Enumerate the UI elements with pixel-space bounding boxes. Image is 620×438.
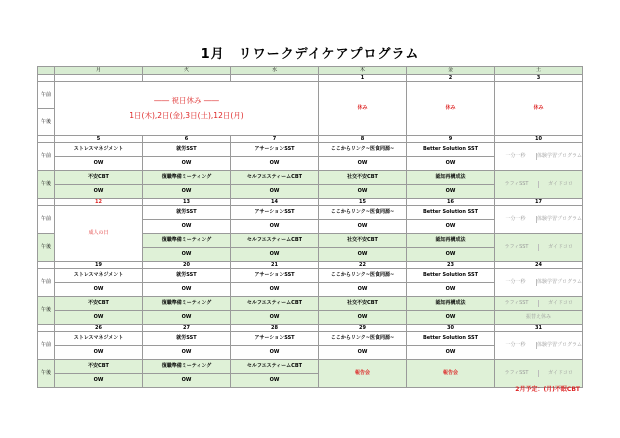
program-cell: Better Solution SST — [407, 332, 495, 346]
date-cell: 19 — [55, 262, 143, 269]
slot-label-am: 午前 — [38, 332, 55, 360]
slot-label-pm: 午後 — [38, 171, 55, 199]
saturday-am-cell — [495, 143, 583, 171]
ow-cell: OW — [407, 346, 495, 360]
program-cell: 不安CBT — [55, 360, 143, 374]
date-cell: 2 — [407, 75, 495, 82]
program-cell: セルフエスティームCBT — [231, 360, 319, 374]
ow-cell: OW — [143, 374, 231, 388]
date-cell: 21 — [231, 262, 319, 269]
sat-pm-left: ラフィSST — [504, 244, 529, 250]
ow-cell: OW — [319, 220, 407, 234]
date-blank — [38, 136, 55, 143]
sat-am-right: 体験学習プログラム — [537, 279, 582, 285]
weekday-header-row — [38, 67, 583, 75]
date-cell: 6 — [143, 136, 231, 143]
date-cell: 15 — [319, 199, 407, 206]
date-row — [38, 136, 583, 143]
ow-cell: OW — [143, 311, 231, 325]
ow-cell: OW — [319, 248, 407, 262]
date-cell: 30 — [407, 325, 495, 332]
ow-cell: OW — [55, 374, 143, 388]
slot-label-pm: 午後 — [38, 109, 55, 136]
ow-cell: OW — [143, 248, 231, 262]
program-cell: 社交不安CBT — [319, 234, 407, 248]
weekday-mon: 月 — [55, 67, 143, 75]
program-cell: アサーションSST — [231, 206, 319, 220]
program-cell: 就労SST — [143, 206, 231, 220]
program-cell: ストレスマネジメント — [55, 143, 143, 157]
program-cell: 就労SST — [143, 332, 231, 346]
sat-extra-note: 振替え休み — [495, 311, 583, 325]
date-cell: 26 — [55, 325, 143, 332]
holiday-header: ―― 祝日休み ―― — [154, 96, 219, 106]
ow-cell: OW — [143, 346, 231, 360]
sat-pm-right: ガイドコロ — [538, 370, 582, 377]
ow-cell: OW — [143, 157, 231, 171]
date-row — [38, 75, 583, 82]
ow-cell: OW — [319, 283, 407, 297]
program-cell: セルフエスティームCBT — [231, 171, 319, 185]
date-cell: 13 — [143, 199, 231, 206]
date-cell: 1 — [319, 75, 407, 82]
program-cell: 復職準備ミーティング — [143, 234, 231, 248]
date-cell: 23 — [407, 262, 495, 269]
ow-cell: OW — [143, 220, 231, 234]
slot-label-pm: 午後 — [38, 360, 55, 388]
ow-cell: OW — [231, 346, 319, 360]
sat-pm-right: ガイドコロ — [538, 181, 582, 188]
date-blank — [38, 199, 55, 206]
ow-cell: OW — [319, 185, 407, 199]
rest-thu: 休み — [319, 82, 407, 136]
weekday-wed: 水 — [231, 67, 319, 75]
date-cell: 8 — [319, 136, 407, 143]
holiday-notice — [55, 82, 319, 136]
ow-cell: OW — [55, 283, 143, 297]
program-cell: Better Solution SST — [407, 269, 495, 283]
saturday-pm-cell — [495, 234, 583, 262]
weekday-fri: 金 — [407, 67, 495, 75]
date-row — [38, 325, 583, 332]
program-cell: ここからリンク~医食同源~ — [319, 269, 407, 283]
weekday-tue: 火 — [143, 67, 231, 75]
report-meeting-fri: 報告会 — [407, 360, 495, 388]
program-cell: 復職準備ミーティング — [143, 360, 231, 374]
date-cell: 5 — [55, 136, 143, 143]
slot-label-pm: 午後 — [38, 234, 55, 262]
slot-label-am: 午前 — [38, 269, 55, 297]
weekday-sat: 土 — [495, 67, 583, 75]
ow-cell: OW — [407, 185, 495, 199]
weekday-thu: 木 — [319, 67, 407, 75]
date-row — [38, 262, 583, 269]
date-cell: 12 — [55, 199, 143, 206]
date-cell: 9 — [407, 136, 495, 143]
sat-am-left: 一分一秒 — [505, 342, 526, 348]
rest-sat: 休み — [495, 82, 583, 136]
saturday-am-cell — [495, 206, 583, 234]
ow-cell: OW — [55, 157, 143, 171]
page-title: 1月 リワークデイケアプログラム — [200, 47, 420, 62]
program-cell: アサーションSST — [231, 143, 319, 157]
rest-fri: 休み — [407, 82, 495, 136]
slot-label-pm: 午後 — [38, 297, 55, 325]
program-cell: 社交不安CBT — [319, 171, 407, 185]
sat-am-right: 体験学習プログラム — [537, 153, 582, 159]
program-cell: セルフエスティームCBT — [231, 297, 319, 311]
seijin-holiday: 成人の日 — [55, 206, 143, 262]
date-cell: 29 — [319, 325, 407, 332]
ow-cell: OW — [407, 220, 495, 234]
sat-am-left: 一分一秒 — [505, 216, 526, 222]
date-row — [38, 199, 583, 206]
sat-am-left: 一分一秒 — [505, 279, 526, 285]
saturday-pm-cell — [495, 171, 583, 199]
date-cell: 31 — [495, 325, 583, 332]
ow-cell: OW — [319, 311, 407, 325]
program-cell: 認知再構成法 — [407, 171, 495, 185]
date-blank — [38, 75, 55, 82]
program-cell: 不安CBT — [55, 171, 143, 185]
date-cell: 27 — [143, 325, 231, 332]
slot-label-am: 午前 — [38, 206, 55, 234]
date-cell: 17 — [495, 199, 583, 206]
sat-pm-left: ラフィSST — [504, 370, 529, 376]
ow-cell: OW — [319, 346, 407, 360]
date-cell: 16 — [407, 199, 495, 206]
ow-cell: OW — [55, 311, 143, 325]
date-cell: 20 — [143, 262, 231, 269]
ow-cell: OW — [407, 311, 495, 325]
saturday-am-cell — [495, 269, 583, 297]
ow-cell: OW — [319, 157, 407, 171]
date-cell: 7 — [231, 136, 319, 143]
program-cell: 就労SST — [143, 269, 231, 283]
sat-am-left: 一分一秒 — [505, 153, 526, 159]
saturday-am-cell — [495, 332, 583, 360]
sat-am-right: 体験学習プログラム — [537, 216, 582, 222]
sat-pm-right: ガイドコロ — [538, 300, 582, 307]
program-cell: 不安CBT — [55, 297, 143, 311]
date-cell: 10 — [495, 136, 583, 143]
holiday-dates: 1日(木),2日(金),3日(土),12日(月) — [129, 110, 244, 120]
ow-cell: OW — [231, 283, 319, 297]
ow-cell: OW — [231, 157, 319, 171]
date-blank — [38, 325, 55, 332]
ow-cell: OW — [407, 157, 495, 171]
date-cell: 14 — [231, 199, 319, 206]
program-cell: ストレスマネジメント — [55, 269, 143, 283]
slot-label-am: 午前 — [38, 143, 55, 171]
ow-cell: OW — [143, 185, 231, 199]
program-cell: Better Solution SST — [407, 206, 495, 220]
program-cell: 社交不安CBT — [319, 297, 407, 311]
date-cell: 24 — [495, 262, 583, 269]
program-cell: ここからリンク~医食同源~ — [319, 206, 407, 220]
ow-cell: OW — [231, 185, 319, 199]
ow-cell: OW — [231, 248, 319, 262]
program-cell: ストレスマネジメント — [55, 332, 143, 346]
ow-cell: OW — [231, 374, 319, 388]
ow-cell: OW — [55, 346, 143, 360]
ow-cell: OW — [407, 283, 495, 297]
date-blank — [38, 262, 55, 269]
date-cell — [231, 75, 319, 82]
date-cell — [55, 75, 143, 82]
ow-cell: OW — [407, 248, 495, 262]
date-cell: 3 — [495, 75, 583, 82]
ow-cell: OW — [143, 283, 231, 297]
date-cell — [143, 75, 231, 82]
report-meeting-thu: 報告会 — [319, 360, 407, 388]
program-cell: ここからリンク~医食同源~ — [319, 332, 407, 346]
program-cell: 復職準備ミーティング — [143, 171, 231, 185]
sat-am-right: 体験学習プログラム — [537, 342, 582, 348]
sat-pm-right: ガイドコロ — [538, 244, 582, 251]
footnote: 2月予定：(月)不眠CBT — [515, 386, 580, 393]
sat-pm-left: ラフィSST — [504, 300, 529, 306]
sat-pm-left: ラフィSST — [504, 181, 529, 187]
program-cell: セルフエスティームCBT — [231, 234, 319, 248]
date-cell: 22 — [319, 262, 407, 269]
program-cell: 認知再構成法 — [407, 297, 495, 311]
ow-cell: OW — [231, 220, 319, 234]
schedule-table — [37, 66, 583, 388]
program-cell: アサーションSST — [231, 269, 319, 283]
program-cell: 復職準備ミーティング — [143, 297, 231, 311]
program-cell: 認知再構成法 — [407, 234, 495, 248]
program-cell: 就労SST — [143, 143, 231, 157]
ow-cell: OW — [55, 185, 143, 199]
saturday-pm-cell — [495, 297, 583, 311]
date-cell: 28 — [231, 325, 319, 332]
slot-label-am: 午前 — [38, 82, 55, 109]
header-blank — [38, 67, 55, 75]
program-cell: ここからリンク~医食同源~ — [319, 143, 407, 157]
ow-cell: OW — [231, 311, 319, 325]
program-cell: アサーションSST — [231, 332, 319, 346]
program-cell: Better Solution SST — [407, 143, 495, 157]
